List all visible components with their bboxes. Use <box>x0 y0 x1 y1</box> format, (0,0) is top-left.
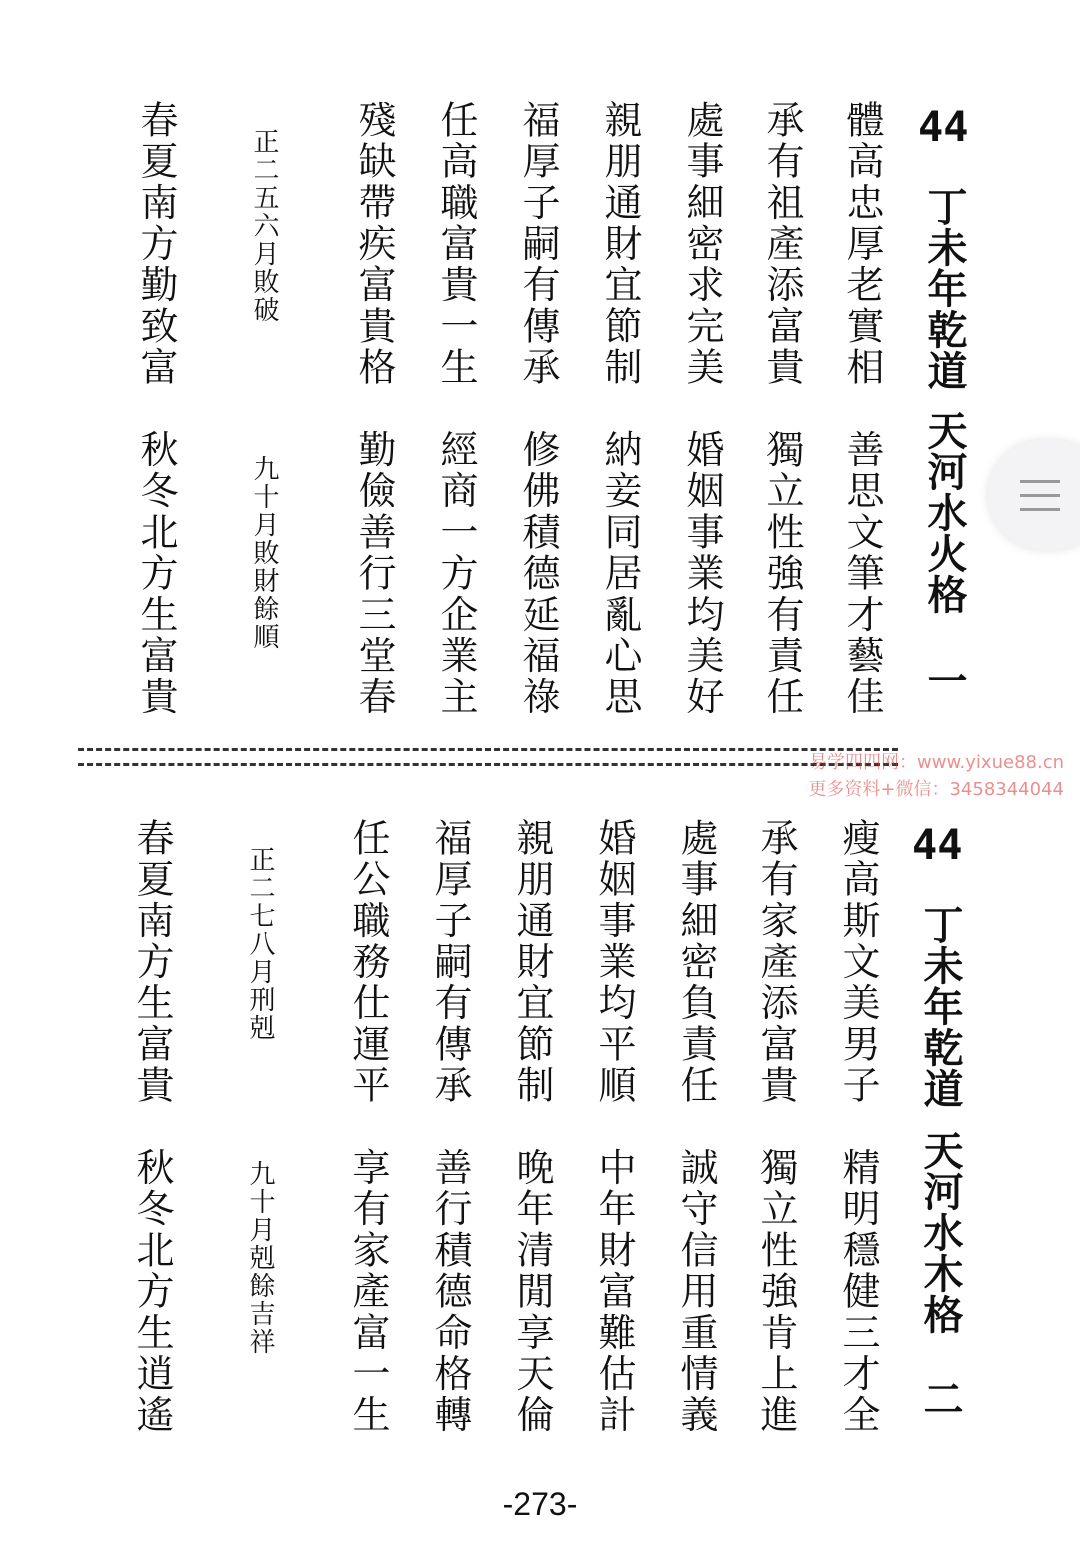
section-1-verse-last: 春夏南方勤致富 秋冬北方生富貴 <box>134 100 178 718</box>
section-2-note-top: 正二七八月刑剋 <box>245 846 275 1042</box>
section-1-verse-5: 福厚子嗣有傳承 修佛積德延福祿 <box>516 100 560 718</box>
section-2-verse-last: 春夏南方生富貴 秋冬北方生逍遙 <box>130 818 174 1436</box>
section-2-number: 44 <box>912 820 963 869</box>
section-1-verse-4: 親朋通財宜節制 納妾同居亂心思 <box>598 100 642 718</box>
section-1-verse-7: 殘缺帶疾富貴格 勤儉善行三堂春 <box>352 100 396 718</box>
section-2-verse-6: 福厚子嗣有傳承 善行積德命格轉 <box>428 818 472 1436</box>
section-1-number: 44 <box>918 102 969 151</box>
watermark-line-2: 更多资料+微信：3458344044 <box>808 779 1064 800</box>
section-2-header-index: 二 <box>917 1378 964 1419</box>
section-2-verse-3: 處事細密負責任 誠守信用重情義 <box>674 818 718 1436</box>
watermark-line-1: 易学四四网：www.yixue88.cn <box>809 752 1064 773</box>
section-1-note-bottom: 九十月敗財餘順 <box>249 455 279 651</box>
page-number: -273- <box>502 1486 578 1522</box>
floating-menu-button[interactable] <box>988 440 1080 550</box>
section-2-verse-5: 親朋通財宜節制 晚年清閒享天倫 <box>510 818 554 1436</box>
section-1-note-top: 正二五六月敗破 <box>249 128 279 324</box>
section-1-verse-2: 承有祖產添富貴 獨立性強有責任 <box>760 100 804 718</box>
section-2-verse-2: 承有家產添富貴 獨立性強肯上進 <box>754 818 798 1436</box>
section-1-header-type: 天河水火格 <box>921 410 968 615</box>
section-1-verse-3: 處事細密求完美 婚姻事業均美好 <box>680 100 724 718</box>
section-2-verse-4: 婚姻事業均平順 中年財富難估計 <box>592 818 636 1436</box>
section-divider <box>78 748 898 766</box>
section-2-verse-7: 任公職務仕運平 享有家產富一生 <box>346 818 390 1436</box>
section-2-verse-1: 瘦高斯文美男子 精明穩健三才全 <box>836 818 880 1436</box>
section-2-note-bottom: 九十月剋餘吉祥 <box>245 1160 275 1356</box>
section-2-header-title: 丁未年乾道 <box>917 904 964 1109</box>
section-1-header-title: 丁未年乾道 <box>921 186 968 391</box>
section-1-verse-6: 任高職富貴一生 經商一方企業主 <box>434 100 478 718</box>
section-1-verse-1: 體高忠厚老實相 善思文筆才藝佳 <box>840 100 884 718</box>
section-2-header-type: 天河水木格 <box>917 1130 964 1335</box>
section-1-header-index: 一 <box>921 660 968 701</box>
